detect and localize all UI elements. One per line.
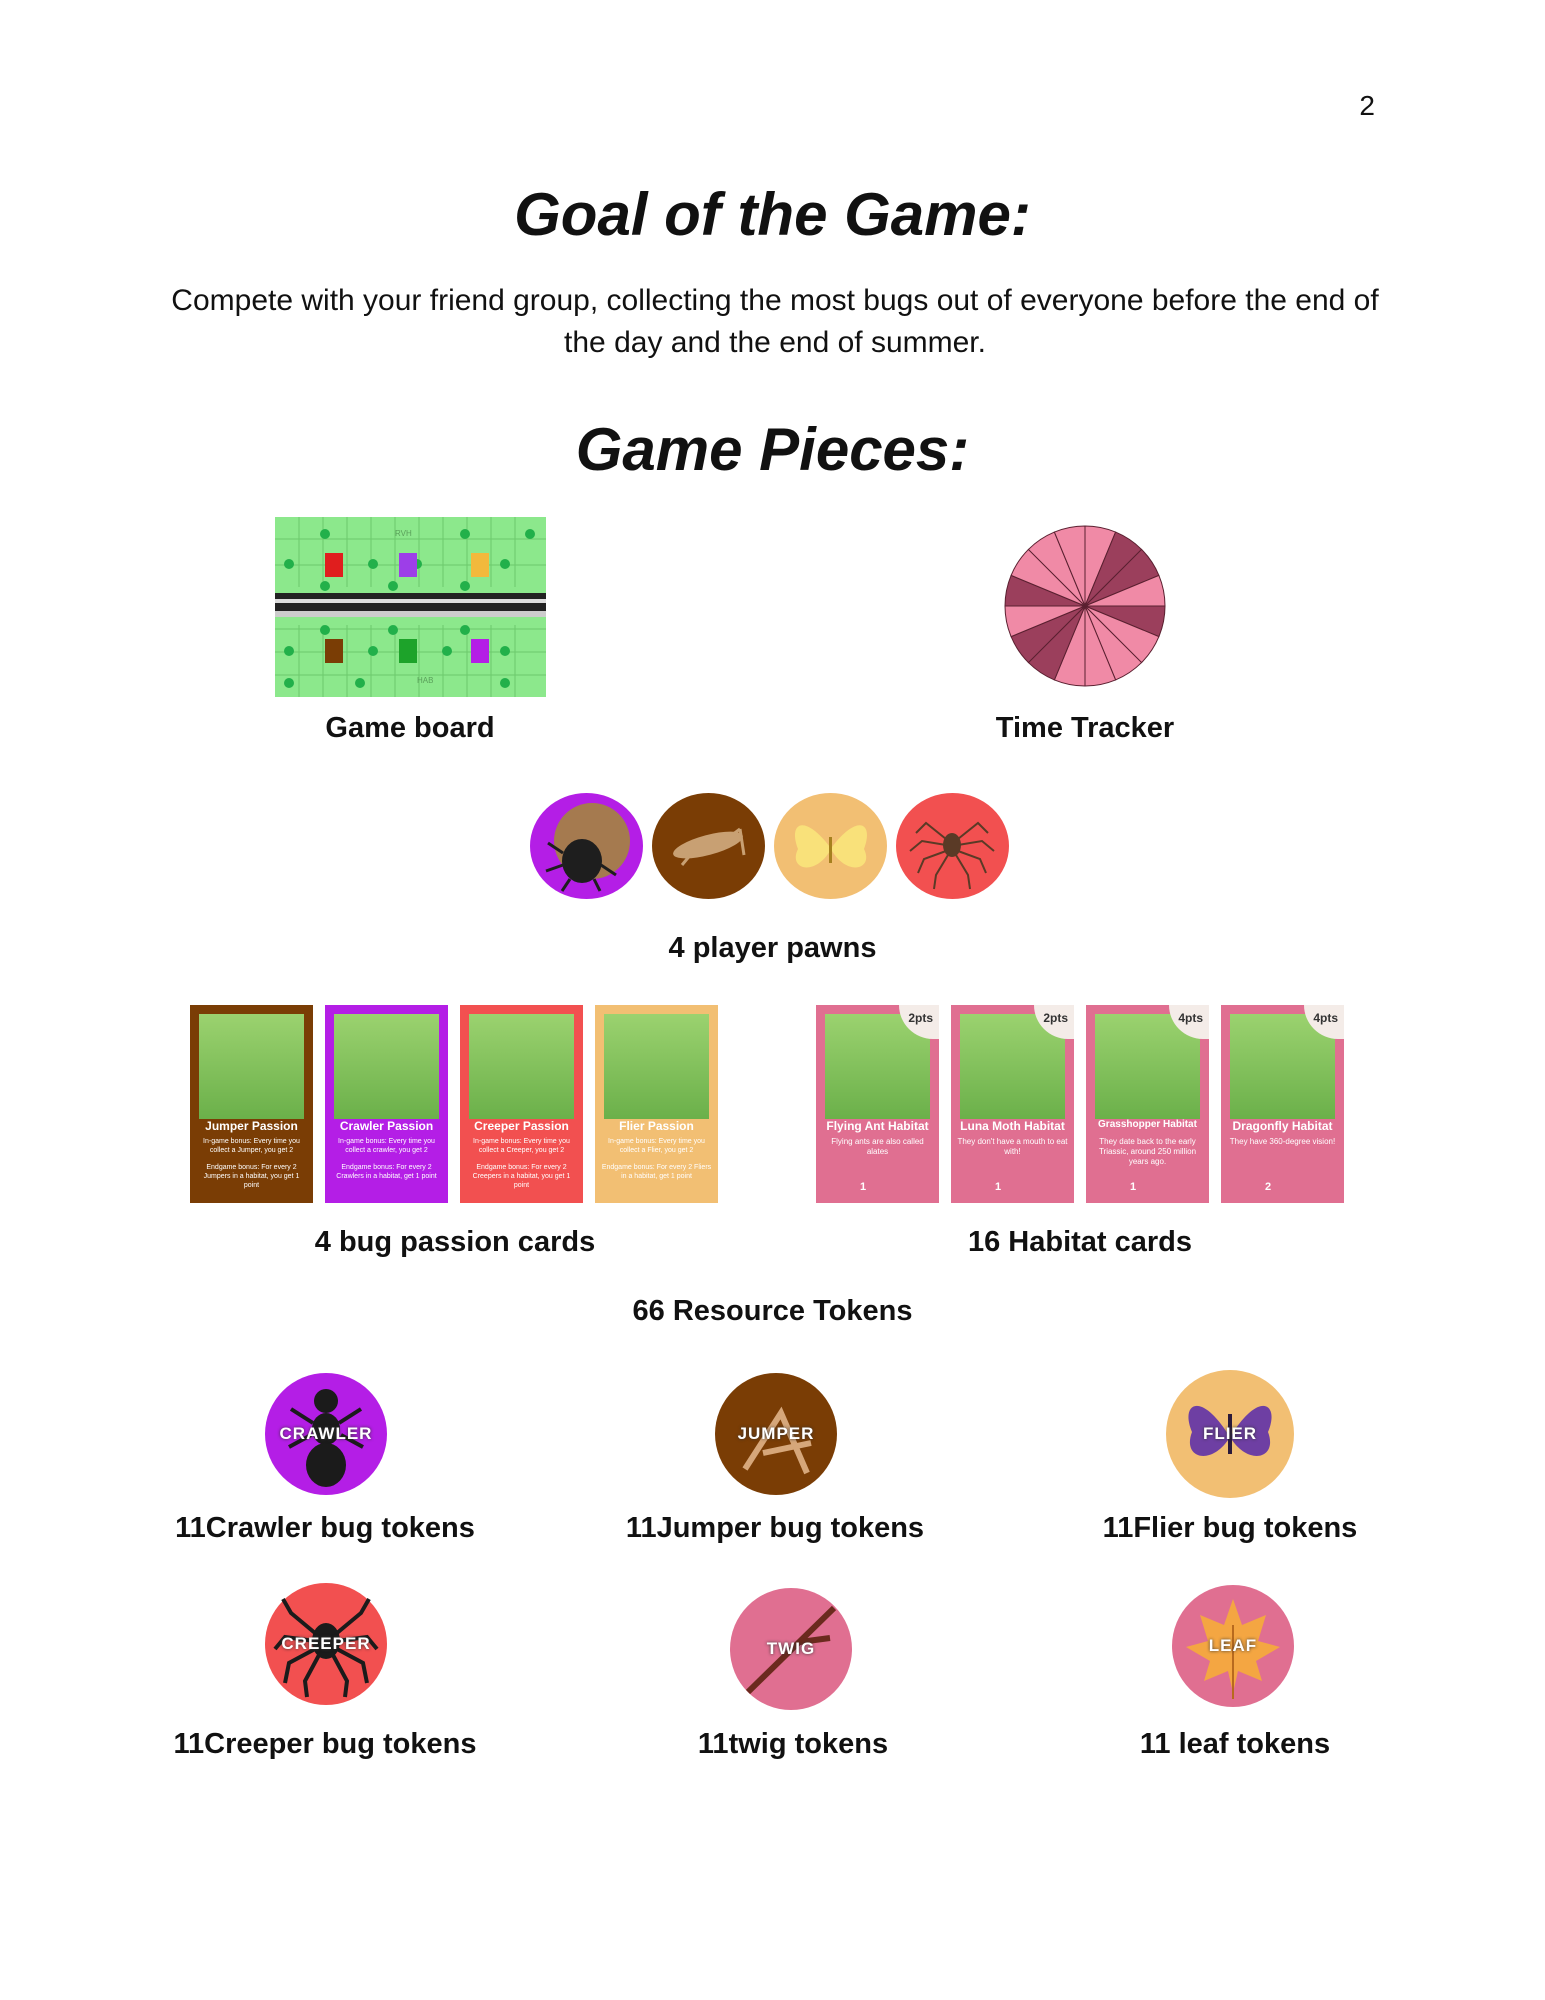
pawns-label: 4 player pawns bbox=[668, 932, 877, 964]
card-endgame-text: Endgame bonus: For every 2 Jumpers in a habitat, you get 1 point bbox=[203, 1164, 300, 1189]
board-bottom-text: HAB bbox=[417, 676, 434, 685]
twig-token-label: 11twig tokens bbox=[697, 1728, 889, 1760]
page-number: 2 bbox=[1359, 90, 1375, 121]
jumper-pawn bbox=[652, 793, 765, 899]
token-text: CREEPER bbox=[281, 1634, 371, 1653]
spider-icon bbox=[469, 1014, 574, 1119]
habitat-card-dragonfly bbox=[1221, 1005, 1344, 1203]
leaf-token bbox=[1172, 1585, 1294, 1707]
time-tracker-label: Time Tracker bbox=[995, 712, 1175, 744]
resource-tokens-label: 66 Resource Tokens bbox=[632, 1295, 913, 1327]
card-fact-text: They date back to the early Triassic, around 250 million years ago. bbox=[1098, 1137, 1197, 1166]
passion-cards bbox=[190, 1005, 720, 1205]
crawler-token bbox=[265, 1373, 387, 1495]
card-title: Crawler Passion bbox=[339, 1119, 434, 1133]
card-title: Flier Passion bbox=[619, 1119, 694, 1133]
creeper-pawn bbox=[896, 793, 1009, 899]
beetle-icon bbox=[334, 1014, 439, 1119]
card-title: Luna Moth Habitat bbox=[960, 1119, 1065, 1133]
time-tracker-graphic bbox=[1003, 524, 1167, 688]
token-text: CRAWLER bbox=[279, 1424, 373, 1443]
crawler-pawn bbox=[530, 793, 643, 899]
card-fact-text: They have 360-degree vision! bbox=[1229, 1137, 1336, 1146]
habitat-points: 4pts bbox=[1169, 1005, 1209, 1039]
flier-token-label: 11Flier bug tokens bbox=[1102, 1512, 1358, 1544]
game-board-graphic bbox=[275, 517, 546, 697]
twig-token bbox=[730, 1588, 852, 1710]
game-board-image bbox=[275, 517, 546, 697]
card-title: Dragonfly Habitat bbox=[1232, 1119, 1333, 1133]
card-title: Jumper Passion bbox=[205, 1119, 298, 1133]
flier-pawn bbox=[774, 793, 887, 899]
passion-card-creeper bbox=[460, 1005, 583, 1203]
player-pawns bbox=[530, 793, 1015, 903]
card-fact-text: Flying ants are also called alates bbox=[831, 1137, 924, 1156]
habitat-points: 2pts bbox=[1034, 1005, 1074, 1039]
passion-card-jumper bbox=[190, 1005, 313, 1203]
passion-card-flier bbox=[595, 1005, 718, 1203]
butterfly-icon bbox=[604, 1014, 709, 1119]
game-board-label: Game board bbox=[325, 712, 495, 744]
goal-heading: Goal of the Game: bbox=[514, 181, 1031, 248]
passion-cards-label: 4 bug passion cards bbox=[314, 1226, 596, 1258]
habitat-cards bbox=[816, 1005, 1346, 1205]
time-tracker-image bbox=[1003, 524, 1167, 688]
token-text: LEAF bbox=[1208, 1636, 1258, 1655]
habitat-card-grasshopper bbox=[1086, 1005, 1209, 1203]
card-endgame-text: Endgame bonus: For every 2 Creepers in a habitat, you get 1 point bbox=[472, 1164, 571, 1189]
jumper-token bbox=[715, 1373, 837, 1495]
creeper-token bbox=[265, 1583, 387, 1705]
token-text: TWIG bbox=[766, 1639, 816, 1658]
habitat-card-flying-ant bbox=[816, 1005, 939, 1203]
grasshopper-icon bbox=[199, 1014, 304, 1119]
habitat-cards-label: 16 Habitat cards bbox=[967, 1226, 1193, 1258]
token-text: FLIER bbox=[1202, 1424, 1258, 1443]
card-title: Flying Ant Habitat bbox=[826, 1119, 929, 1133]
leaf-token-label: 11 leaf tokens bbox=[1139, 1728, 1331, 1760]
card-endgame-text: Endgame bonus: For every 2 Crawlers in a habitat, get 1 point bbox=[336, 1164, 437, 1180]
habitat-card-luna-moth bbox=[951, 1005, 1074, 1203]
habitat-points: 2pts bbox=[899, 1005, 939, 1039]
board-top-text: RVH bbox=[395, 529, 412, 538]
flier-token bbox=[1166, 1370, 1294, 1498]
habitat-count: 1 bbox=[860, 1181, 867, 1193]
card-ingame-text: In-game bonus: Every time you collect a crawler, you get 2 bbox=[338, 1138, 435, 1154]
card-title: Grasshopper Habitat bbox=[1098, 1119, 1197, 1130]
card-ingame-text: In-game bonus: Every time you collect a Creeper, you get 2 bbox=[473, 1138, 570, 1154]
goal-text: Compete with your friend group, collecting the most bugs out of everyone before the end of the day and the end of summer. bbox=[171, 284, 1379, 359]
pieces-heading: Game Pieces: bbox=[575, 416, 970, 483]
card-endgame-text: Endgame bonus: For every 2 Fliers in a habitat, get 1 point bbox=[601, 1164, 712, 1180]
jumper-token-label: 11Jumper bug tokens bbox=[625, 1512, 925, 1544]
card-ingame-text: In-game bonus: Every time you collect a Jumper, you get 2 bbox=[203, 1138, 300, 1154]
butterfly-icon bbox=[774, 793, 887, 899]
passion-card-crawler bbox=[325, 1005, 448, 1203]
habitat-count: 2 bbox=[1265, 1181, 1272, 1193]
token-text: JUMPER bbox=[737, 1424, 815, 1443]
habitat-count: 1 bbox=[995, 1181, 1002, 1193]
card-title: Creeper Passion bbox=[474, 1119, 569, 1133]
creeper-token-label: 11Creeper bug tokens bbox=[173, 1728, 477, 1760]
beetle-icon bbox=[530, 793, 643, 899]
habitat-count: 1 bbox=[1130, 1181, 1137, 1193]
spider-icon bbox=[896, 793, 1009, 899]
habitat-points: 4pts bbox=[1304, 1005, 1344, 1039]
card-fact-text: They don't have a mouth to eat with! bbox=[957, 1137, 1068, 1156]
grasshopper-icon bbox=[652, 793, 765, 899]
crawler-token-label: 11Crawler bug tokens bbox=[175, 1512, 475, 1544]
card-ingame-text: In-game bonus: Every time you collect a Flier, you get 2 bbox=[608, 1138, 705, 1154]
